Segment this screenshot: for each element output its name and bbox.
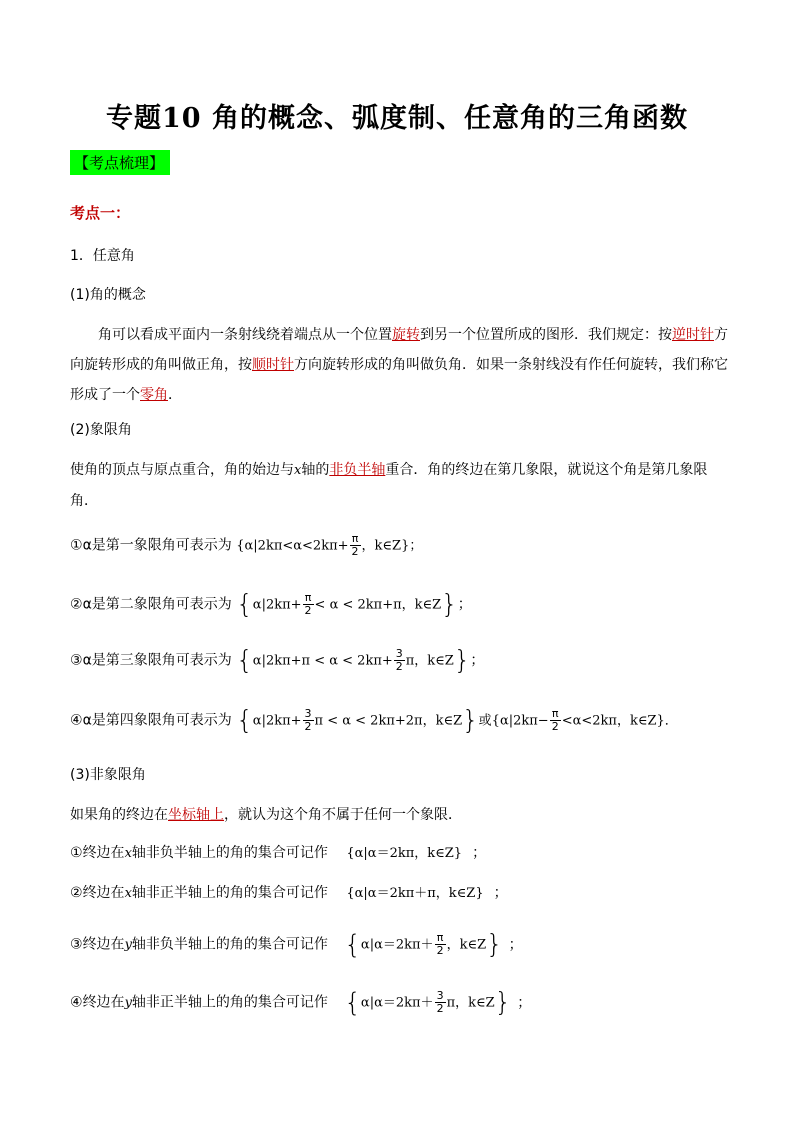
axis-row-1: ①终边在x轴非负半轴上的角的集合可记作 {α|α＝2kπ，k∈Z} ； bbox=[70, 845, 487, 861]
subheading-non-quadrant: (3)非象限角 bbox=[70, 767, 146, 783]
quadrant-4-row: ④α是第四象限角可表示为 {α|2kπ+ $\frac{3}{2}$ π < α < 2kπ+2π，k∈Z}或{α|2kπ− $\frac{\pi}{2}$ <α<2kπ，k∈Z}． bbox=[70, 705, 678, 736]
quadrant-3-row: ③α是第三象限角可表示为 {α|2kπ+π < α < 2kπ+ $\frac{3}{2}$ π，k∈Z}； bbox=[70, 645, 485, 676]
axis-row-2: ②终边在x轴非正半轴上的角的集合可记作 {α|α＝2kπ＋π，k∈Z} ； bbox=[70, 885, 508, 901]
item-heading: 1．任意角 bbox=[70, 248, 135, 264]
paragraph-non-quadrant: 如果角的终边在坐标轴上，就认为这个角不属于任何一个象限． bbox=[70, 807, 462, 823]
section-tag: 【考点梳理】 bbox=[70, 150, 170, 175]
subheading-angle-concept: (1)角的概念 bbox=[70, 287, 146, 303]
axis-row-3: ③终边在y轴非负半轴上的角的集合可记作 {α|α＝2kπ＋ $\frac{\pi}{2}$ ，k∈Z} ； bbox=[70, 929, 523, 960]
quadrant-2-row: ②α是第二象限角可表示为 {α|2kπ+ $\frac{\pi}{2}$ < α < 2kπ+π，k∈Z}； bbox=[70, 589, 472, 620]
subheading-quadrant-angle: (2)象限角 bbox=[70, 422, 132, 438]
paragraph-quadrant-angle: 使角的顶点与原点重合，角的始边与x轴的非负半轴重合．角的终边在第几象限，就说这个角是第几象限角． bbox=[70, 462, 708, 509]
page-title: 专题10 角的概念、弧度制、任意角的三角函数 bbox=[106, 103, 688, 134]
axis-row-4: ④终边在y轴非正半轴上的角的集合可记作 {α|α＝2kπ＋ $\frac{3}{2}$ π，k∈Z} ； bbox=[70, 987, 532, 1018]
quadrant-1-row: ①α是第一象限角可表示为 {α|2kπ<α<2kπ+ $\frac{\pi}{2}$ ，k∈Z}； bbox=[70, 532, 423, 558]
topic-heading: 考点一： bbox=[70, 204, 131, 222]
paragraph-angle-concept: 角可以看成平面内一条射线绕着端点从一个位置旋转到另一个位置所成的图形．我们规定：按逆时针方向旋转形成的角叫做正角，按顺时针方向旋转形成的角叫做负角．如果一条射线没有作任何旋转，我们称它形成了一个零角． bbox=[70, 327, 728, 403]
